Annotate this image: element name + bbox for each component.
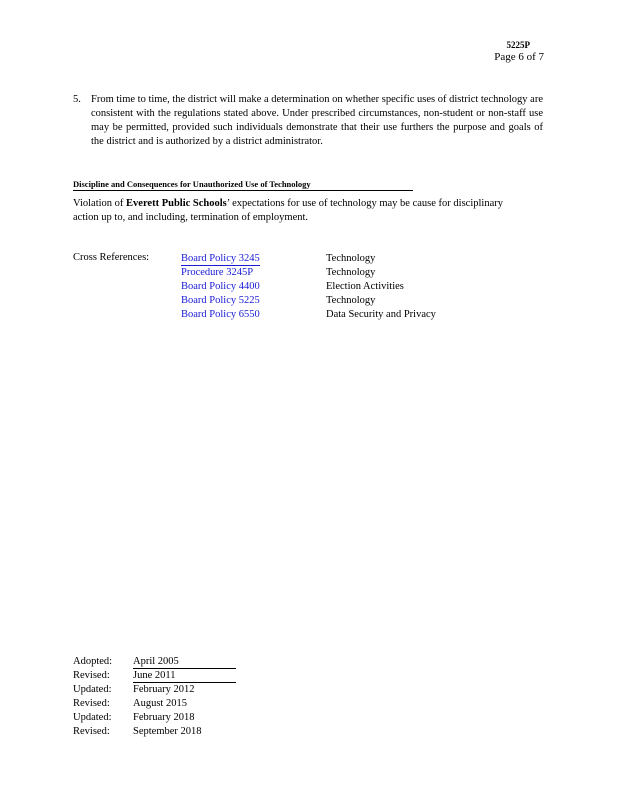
history-label: Revised:: [73, 726, 110, 737]
procedure-3245p-link[interactable]: Procedure 3245P: [181, 267, 254, 278]
document-code: 5225P: [506, 40, 530, 50]
paragraph-number: 5.: [73, 94, 81, 105]
history-label: Updated:: [73, 712, 112, 723]
reference-topic: Data Security and Privacy: [326, 309, 436, 320]
history-label: Updated:: [73, 684, 112, 695]
reference-topic: Technology: [326, 267, 376, 278]
history-date: September 2018: [133, 726, 202, 737]
history-date: February 2012: [133, 684, 195, 695]
reference-topic: Technology: [326, 253, 376, 264]
board-policy-5225-link[interactable]: Board Policy 5225: [181, 295, 260, 306]
history-date: April 2005: [133, 656, 179, 667]
organization-name: Everett Public Schools: [126, 198, 227, 209]
history-label: Adopted:: [73, 656, 113, 667]
history-date: February 2018: [133, 712, 195, 723]
violation-paragraph: [73, 197, 513, 225]
history-label: Revised:: [73, 670, 110, 681]
board-policy-6550-link[interactable]: Board Policy 6550: [181, 309, 260, 320]
board-policy-4400-link[interactable]: Board Policy 4400: [181, 281, 260, 292]
violation-prefix: Violation of: [73, 198, 127, 209]
history-date: June 2011: [133, 670, 176, 681]
section-heading: Discipline and Consequences for Unauthorized Use of Technology: [73, 179, 413, 191]
reference-topic: Technology: [326, 295, 376, 306]
numbered-paragraph-5: [73, 93, 543, 149]
history-date: August 2015: [133, 698, 187, 709]
cross-references-label: Cross References:: [73, 252, 150, 263]
page-number: Page 6 of 7: [494, 51, 544, 63]
paragraph-text: From time to time, the district will make a determination on whether specific uses of district technology are consistent with the regulations stated above. Under prescribed circumstances, non-student or non-staff use may be permitted, provided such individuals demonstrate that their use furthers the purpose and goals of the district and is authorized by a district administrator.: [91, 94, 543, 147]
board-policy-3245-link[interactable]: Board Policy 3245: [181, 253, 260, 264]
reference-topic: Election Activities: [326, 281, 404, 292]
violation-suffix: ’ expectations for use of technology may be cause for disciplinary action up to, and including, termination of employment.: [73, 198, 503, 223]
history-label: Revised:: [73, 698, 110, 709]
